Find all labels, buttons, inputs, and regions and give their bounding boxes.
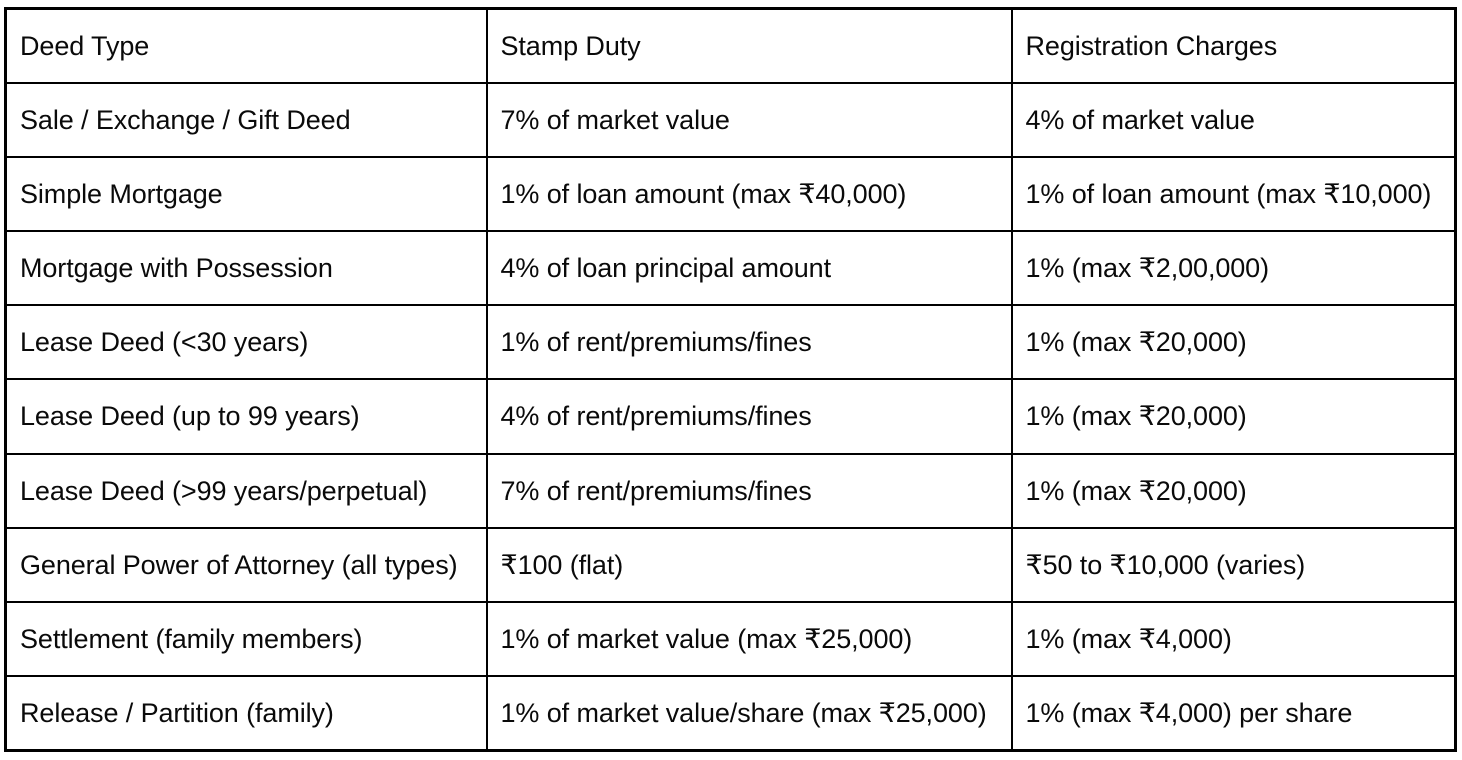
column-header-registration-charges: Registration Charges bbox=[1012, 9, 1456, 83]
cell-registration_charges: 4% of market value bbox=[1012, 83, 1456, 157]
cell-registration_charges: 1% (max ₹4,000) bbox=[1012, 602, 1456, 676]
cell-stamp_duty: 7% of rent/premiums/fines bbox=[487, 454, 1012, 528]
cell-stamp_duty: 7% of market value bbox=[487, 83, 1012, 157]
cell-deed_type: Lease Deed (>99 years/perpetual) bbox=[6, 454, 487, 528]
column-header-stamp-duty: Stamp Duty bbox=[487, 9, 1012, 83]
cell-stamp_duty: 4% of loan principal amount bbox=[487, 231, 1012, 305]
cell-registration_charges: 1% (max ₹20,000) bbox=[1012, 305, 1456, 379]
cell-deed_type: Lease Deed (up to 99 years) bbox=[6, 379, 487, 453]
table-row bbox=[6, 528, 1456, 602]
cell-registration_charges: ₹50 to ₹10,000 (varies) bbox=[1012, 528, 1456, 602]
table-row bbox=[6, 379, 1456, 453]
cell-stamp_duty: ₹100 (flat) bbox=[487, 528, 1012, 602]
table-row bbox=[6, 231, 1456, 305]
cell-stamp_duty: 1% of market value/share (max ₹25,000) bbox=[487, 676, 1012, 750]
table-row bbox=[6, 157, 1456, 231]
cell-deed_type: Settlement (family members) bbox=[6, 602, 487, 676]
stamp-duty-registration-table bbox=[4, 7, 1457, 752]
table-row bbox=[6, 305, 1456, 379]
table-row bbox=[6, 454, 1456, 528]
cell-deed_type: General Power of Attorney (all types) bbox=[6, 528, 487, 602]
table-row bbox=[6, 602, 1456, 676]
table-row bbox=[6, 676, 1456, 750]
cell-deed_type: Lease Deed (<30 years) bbox=[6, 305, 487, 379]
cell-stamp_duty: 1% of loan amount (max ₹40,000) bbox=[487, 157, 1012, 231]
cell-deed_type: Mortgage with Possession bbox=[6, 231, 487, 305]
cell-deed_type: Release / Partition (family) bbox=[6, 676, 487, 750]
table-header-row bbox=[6, 9, 1456, 83]
table-header bbox=[6, 9, 1456, 83]
cell-registration_charges: 1% (max ₹20,000) bbox=[1012, 379, 1456, 453]
cell-registration_charges: 1% (max ₹4,000) per share bbox=[1012, 676, 1456, 750]
cell-deed_type: Simple Mortgage bbox=[6, 157, 487, 231]
table-row bbox=[6, 83, 1456, 157]
cell-registration_charges: 1% (max ₹20,000) bbox=[1012, 454, 1456, 528]
table-body bbox=[6, 83, 1456, 751]
cell-registration_charges: 1% of loan amount (max ₹10,000) bbox=[1012, 157, 1456, 231]
cell-deed_type: Sale / Exchange / Gift Deed bbox=[6, 83, 487, 157]
stamp-duty-table-container bbox=[4, 7, 1454, 749]
cell-registration_charges: 1% (max ₹2,00,000) bbox=[1012, 231, 1456, 305]
column-header-deed-type: Deed Type bbox=[6, 9, 487, 83]
cell-stamp_duty: 1% of market value (max ₹25,000) bbox=[487, 602, 1012, 676]
cell-stamp_duty: 1% of rent/premiums/fines bbox=[487, 305, 1012, 379]
cell-stamp_duty: 4% of rent/premiums/fines bbox=[487, 379, 1012, 453]
